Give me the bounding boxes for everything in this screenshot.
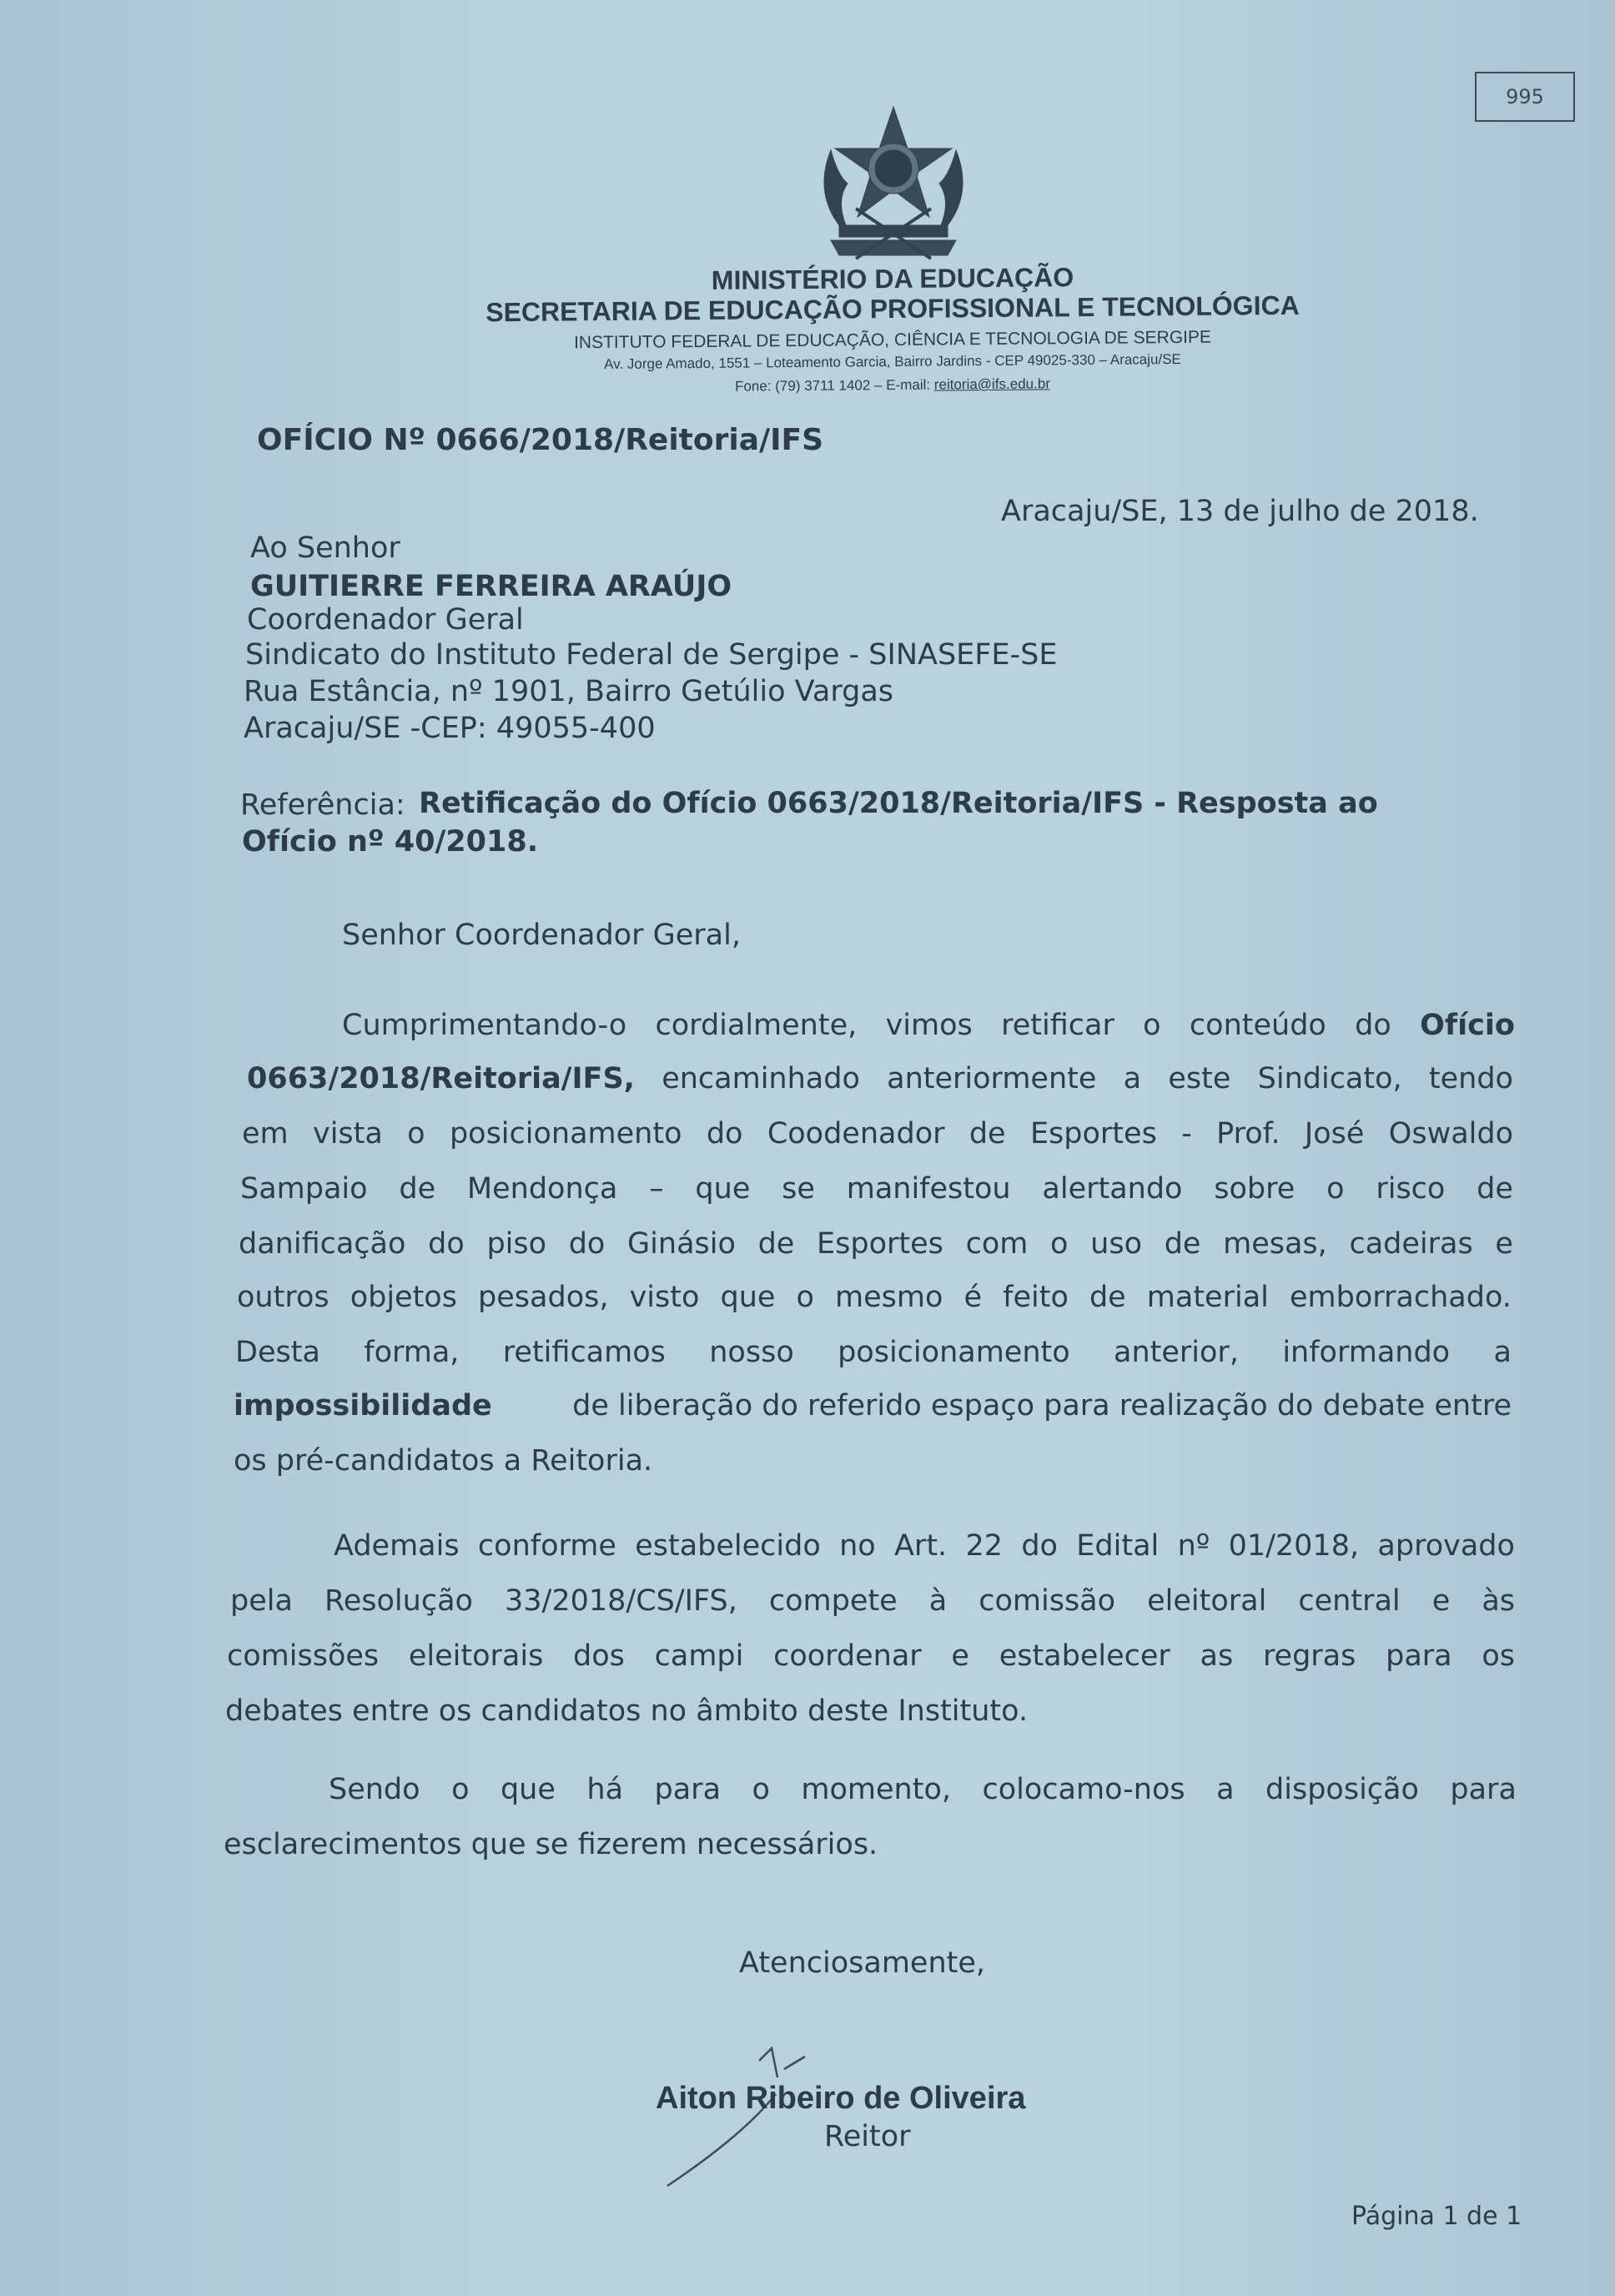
body-word: Sindicato, <box>1257 1062 1402 1095</box>
body-word: regras <box>1262 1639 1356 1673</box>
body-word: de <box>757 1227 795 1261</box>
body-word: a <box>1216 1773 1235 1806</box>
signature-icon <box>651 2044 884 2194</box>
body-word: nosso <box>709 1336 794 1369</box>
contact-email: reitoria@ifs.edu.br <box>933 375 1051 393</box>
body-line <box>234 1444 653 1478</box>
body-line <box>240 1172 1513 1206</box>
recipient-name: GUITIERRE FERREIRA ARAÚJO <box>250 570 732 603</box>
body-word: disposição <box>1265 1773 1419 1806</box>
body-line <box>225 1694 1029 1728</box>
body-word: colocamo-nos <box>982 1773 1185 1806</box>
body-line <box>329 1775 1517 1805</box>
body-word: emborrachado. <box>1289 1281 1512 1314</box>
secretariat-heading: SECRETARIA DE EDUCAÇÃO PROFISSIONAL E TECNOLÓGICA <box>486 290 1300 328</box>
body-word: que <box>720 1281 776 1314</box>
body-word: anterior, <box>1114 1336 1239 1369</box>
body-word: às <box>1482 1584 1515 1618</box>
body-word: Desta <box>235 1336 320 1369</box>
body-line <box>242 1117 1513 1151</box>
body-word: estabelecer <box>999 1639 1170 1673</box>
body-word: eleitoral <box>1147 1584 1267 1618</box>
reference-line-2: Ofício nº 40/2018. <box>242 825 538 858</box>
recipient-street: Rua Estância, nº 1901, Bairro Getúlio Vargas <box>244 675 894 708</box>
body-word: visto <box>629 1281 700 1314</box>
body-word: no <box>839 1529 876 1563</box>
body-word: Ginásio <box>627 1227 736 1261</box>
body-word: cordialmente, <box>655 1009 858 1042</box>
body-word: dos <box>573 1639 625 1673</box>
body-word: de <box>399 1172 436 1206</box>
body-word: campi <box>654 1639 744 1673</box>
body-word: o <box>1143 1009 1161 1042</box>
body-word: tendo <box>1428 1062 1513 1095</box>
body-word: Mendonça <box>466 1172 618 1206</box>
body-word: que <box>500 1773 556 1806</box>
body-word: de <box>1089 1281 1126 1314</box>
body-word: impossibilidade <box>234 1389 492 1422</box>
body-word: estabelecido <box>635 1529 821 1563</box>
body-word: Coodenador <box>767 1117 945 1151</box>
body-line <box>227 1639 1515 1673</box>
body-word: Cumprimentando-o <box>342 1009 627 1042</box>
body-word: Edital <box>1076 1529 1160 1563</box>
body-word: central <box>1298 1584 1401 1618</box>
body-word: Prof. <box>1216 1117 1280 1151</box>
body-word: 0663/2018/Reitoria/IFS, <box>247 1062 635 1095</box>
body-word: mesas, <box>1223 1227 1327 1261</box>
body-word: a <box>1493 1336 1512 1369</box>
page-indicator: Página 1 de 1 <box>1351 2202 1522 2231</box>
body-word: 33/2018/CS/IFS, <box>505 1584 737 1618</box>
body-word: de <box>1477 1172 1513 1206</box>
body-line <box>234 1389 1512 1422</box>
body-line <box>239 1227 1513 1261</box>
body-word: Art. <box>893 1529 948 1563</box>
body-word: danificação <box>239 1227 406 1261</box>
body-word: as <box>1200 1639 1234 1673</box>
body-word: e <box>1431 1584 1451 1618</box>
body-line <box>230 1584 1515 1618</box>
body-line <box>235 1338 1512 1367</box>
body-word: coordenar <box>773 1639 922 1673</box>
body-word: sobre <box>1214 1172 1296 1206</box>
body-word: do <box>1355 1009 1391 1042</box>
body-word: uso <box>1090 1227 1142 1261</box>
ministry-heading: MINISTÉRIO DA EDUCAÇÃO <box>711 262 1074 295</box>
reference-text-1: Retificação do Ofício 0663/2018/Reitoria/IFS - Resposta ao <box>419 787 1378 820</box>
body-word: o <box>1326 1172 1345 1206</box>
body-word: Esportes <box>817 1227 943 1261</box>
body-word: Esportes <box>1029 1117 1157 1151</box>
body-word: momento, <box>801 1773 952 1806</box>
body-word: – <box>649 1172 664 1206</box>
body-word: compete <box>768 1584 898 1618</box>
body-word: para <box>1450 1773 1517 1806</box>
body-word: piso <box>486 1227 547 1261</box>
body-word: encaminhado <box>662 1062 860 1095</box>
body-line <box>342 1011 1515 1040</box>
body-word: 22 <box>965 1529 1004 1563</box>
body-word: Oswaldo <box>1388 1117 1513 1151</box>
body-word: pesados, <box>478 1281 609 1314</box>
body-word: pela <box>230 1584 293 1618</box>
recipient-role: Coordenador Geral <box>247 603 524 637</box>
greeting: Senhor Coordenador Geral, <box>342 919 741 952</box>
body-word: a <box>1123 1062 1142 1095</box>
body-word: em <box>242 1117 289 1151</box>
body-word: risco <box>1376 1172 1446 1206</box>
body-word: José <box>1304 1117 1365 1151</box>
body-word: Ademais <box>334 1529 460 1563</box>
body-word: retificar <box>1001 1009 1114 1042</box>
body-word: o <box>796 1281 814 1314</box>
body-word: para <box>1386 1639 1452 1673</box>
body-word: que <box>695 1172 751 1206</box>
body-word: Sampaio <box>240 1172 368 1206</box>
date-line: Aracaju/SE, 13 de julho de 2018. <box>1001 495 1479 528</box>
reference-label: Referência: <box>240 788 405 822</box>
institute-address: Av. Jorge Amado, 1551 – Loteamento Garcia, Bairro Jardins - CEP 49025-330 – Aracaju/SE <box>604 350 1181 373</box>
signer-title: Reitor <box>824 2120 911 2153</box>
body-word: debates entre os candidatos no âmbito deste Instituto. <box>225 1694 1029 1728</box>
body-word: outros <box>237 1281 330 1314</box>
body-word: vimos <box>885 1009 973 1042</box>
closing: Atenciosamente, <box>739 1946 986 1980</box>
body-word: de liberação do referido espaço para realização do debate entre <box>572 1389 1512 1422</box>
body-word: é <box>963 1281 983 1314</box>
contact-phone: Fone: (79) 3711 1402 – E-mail: <box>734 376 934 395</box>
body-word: de <box>968 1117 1006 1151</box>
body-word: os <box>1482 1639 1515 1673</box>
body-line <box>247 1062 1513 1095</box>
body-word: nº <box>1177 1529 1210 1563</box>
body-word: alertando <box>1042 1172 1183 1206</box>
body-word: conteúdo <box>1189 1009 1326 1042</box>
body-word: o <box>1050 1227 1069 1261</box>
body-word: eleitorais <box>408 1639 544 1673</box>
body-word: do <box>568 1227 606 1261</box>
body-word: e <box>951 1639 969 1673</box>
body-word: com <box>965 1227 1029 1261</box>
body-word: se <box>782 1172 815 1206</box>
body-word: do <box>706 1117 743 1151</box>
body-word: comissões <box>227 1639 380 1673</box>
body-word: anteriormente <box>887 1062 1097 1095</box>
body-word: aprovado <box>1377 1529 1515 1563</box>
body-word: 01/2018, <box>1228 1529 1360 1563</box>
body-word: retificamos <box>502 1336 666 1369</box>
page-stamp-number: 995 <box>1475 72 1575 122</box>
body-word: há <box>586 1773 624 1806</box>
body-word: o <box>407 1117 425 1151</box>
body-word: do <box>1021 1529 1058 1563</box>
body-word: conforme <box>477 1529 616 1563</box>
body-word: Resolução <box>324 1584 473 1618</box>
institute-heading: INSTITUTO FEDERAL DE EDUCAÇÃO, CIÊNCIA E TECNOLOGIA DE SERGIPE <box>573 327 1212 353</box>
body-word: Sendo <box>329 1773 420 1806</box>
body-word: informando <box>1282 1336 1451 1369</box>
body-word: do <box>428 1227 465 1261</box>
recipient-salutation: Ao Senhor <box>250 531 400 565</box>
body-word: feito <box>1003 1281 1069 1314</box>
body-word: este <box>1168 1062 1231 1095</box>
body-word: mesmo <box>835 1281 943 1314</box>
body-line <box>334 1529 1515 1563</box>
body-word: comissão <box>979 1584 1116 1618</box>
body-word: os pré-candidatos a Reitoria. <box>234 1444 653 1478</box>
body-word: e <box>1495 1227 1513 1261</box>
signer-name: Aiton Ribeiro de Oliveira <box>656 2081 1026 2116</box>
body-word: o <box>752 1773 770 1806</box>
reference-line-1 <box>419 789 1525 818</box>
body-word: para <box>654 1773 722 1806</box>
body-line <box>237 1283 1512 1312</box>
body-line <box>224 1830 878 1860</box>
body-word: forma, <box>364 1336 460 1369</box>
body-word: Ofício <box>1420 1009 1515 1042</box>
body-word: vista <box>312 1117 383 1151</box>
body-word: posicionamento <box>449 1117 682 1151</box>
recipient-city: Aracaju/SE -CEP: 49055-400 <box>244 712 656 745</box>
body-word: o <box>451 1773 470 1806</box>
body-word: - <box>1181 1117 1192 1151</box>
body-word: à <box>928 1584 948 1618</box>
body-word: objetos <box>350 1281 457 1314</box>
body-word: cadeiras <box>1349 1227 1473 1261</box>
body-word: posicionamento <box>838 1336 1070 1369</box>
body-word: material <box>1146 1281 1269 1314</box>
oficio-number: OFÍCIO Nº 0666/2018/Reitoria/IFS <box>257 423 824 457</box>
body-word: de <box>1164 1227 1201 1261</box>
coat-of-arms-icon <box>806 100 981 267</box>
body-word: manifestou <box>846 1172 1011 1206</box>
recipient-organization: Sindicato do Instituto Federal de Sergipe - SINASEFE-SE <box>245 638 1058 672</box>
body-word: esclarecimentos que se fizerem necessários. <box>224 1828 878 1861</box>
